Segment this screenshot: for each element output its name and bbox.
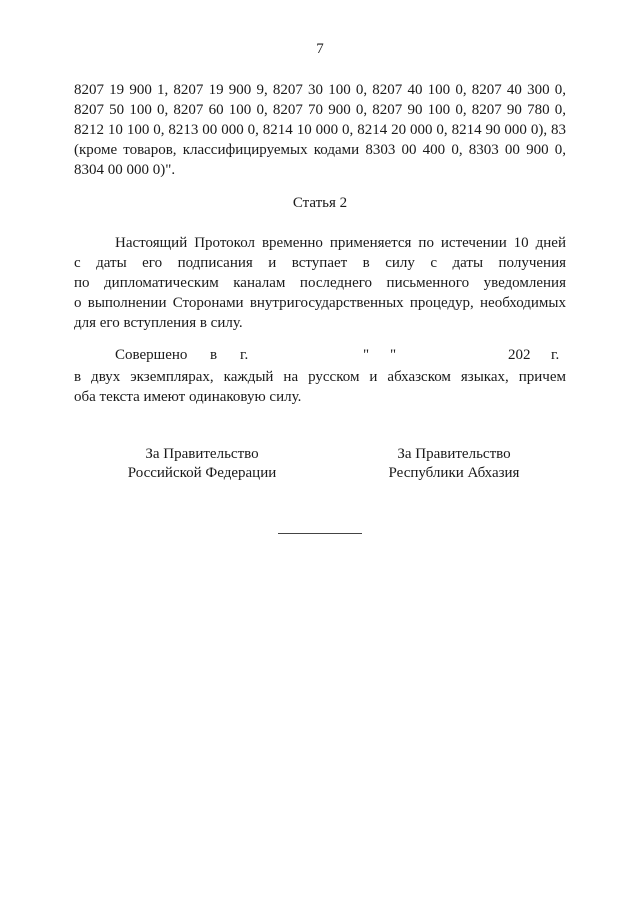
date-quote-open: " [363, 347, 370, 363]
signature-line: Республики Абхазия [388, 465, 520, 481]
signature-line: За Правительство [145, 446, 259, 462]
city-abbreviation: г. [240, 347, 249, 363]
execution-line: в двух экземплярах, каждый на русском и абхазском языках, причем [74, 369, 566, 385]
article-line: о выполнении Сторонами внутригосударственных процедур, необходимых [74, 295, 566, 311]
code-list-line: 8207 50 100 0, 8207 60 100 0, 8207 70 900 0, 8207 90 100 0, 8207 90 780 0, [74, 102, 566, 118]
article-line: для его вступления в силу. [74, 315, 243, 331]
article-heading: Статья 2 [292, 195, 348, 211]
article-line: Настоящий Протокол временно применяется по истечении 10 дней [115, 235, 566, 251]
year: 202 [508, 347, 531, 363]
code-list-line: (кроме товаров, классифицируемых кодами 8303 00 400 0, 8303 00 900 0, [74, 142, 566, 158]
article-line: с даты его подписания и вступает в силу с даты получения [74, 255, 566, 271]
signature-line: За Правительство [397, 446, 511, 462]
page-number: 7 [316, 41, 324, 57]
year-abbreviation: г. [551, 347, 560, 363]
article-line: по дипломатическим каналам последнего письменного уведомления [74, 275, 566, 291]
signature-block-abkhazia [334, 445, 574, 483]
done-word: Совершено [115, 347, 188, 363]
code-list-line: 8304 00 000 0)". [74, 162, 176, 178]
code-list-line: 8212 10 100 0, 8213 00 000 0, 8214 10 000 0, 8214 20 000 0, 8214 90 000 0), 83 [74, 122, 566, 138]
execution-line: оба текста имеют одинаковую силу. [74, 389, 302, 405]
code-list-line: 8207 19 900 1, 8207 19 900 9, 8207 30 100 0, 8207 40 100 0, 8207 40 300 0, [74, 82, 566, 98]
signature-line: Российской Федерации [127, 465, 277, 481]
execution-place-date-line [74, 345, 566, 365]
signature-block-russia [82, 445, 322, 483]
date-quote-close: " [390, 347, 397, 363]
in-word: в [210, 347, 218, 363]
end-separator-line [278, 533, 362, 534]
